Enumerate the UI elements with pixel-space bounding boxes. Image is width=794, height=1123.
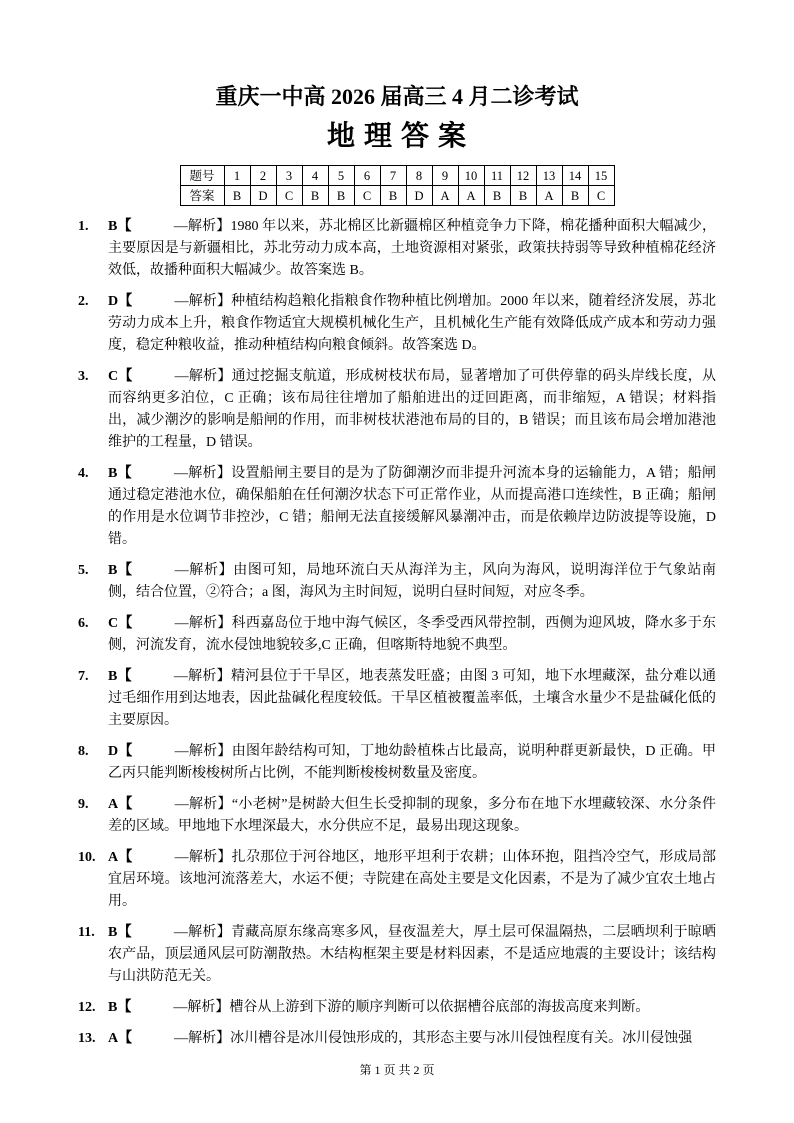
explanation-text: “小老树”是树龄大但生长受抑制的现象，多分布在地下水埋藏较深、水分条件差的区域。甲地地下水埋深最大，水分供应不足，最易出现这现象。	[108, 797, 716, 834]
question-number-cell: 15	[588, 166, 614, 186]
answer-cell: B	[302, 186, 328, 206]
question-number-cell: 9	[432, 166, 458, 186]
question-number-cell: 1	[224, 166, 250, 186]
explanation-text: 精河县位于干旱区，地表蒸发旺盛；由图 3 可知，地下水埋藏深，盐分难以通过毛细作用到达地表，因此盐碱化程度较低。干旱区植被覆盖率低，土壤含水量少不是盐碱化低的主要原因。	[108, 669, 717, 728]
question-number-cell: 6	[354, 166, 380, 186]
explanation-item-4	[78, 463, 716, 551]
question-number-cell: 3	[276, 166, 302, 186]
answer-cell: A	[536, 186, 562, 206]
question-number-row	[180, 166, 614, 186]
answer-cell: B	[510, 186, 536, 206]
explanation-text: 扎尕那位于河谷地区，地形平坦利于农耕；山体环抱，阻挡冷空气，形成局部宜居环境。该地河流落差大，水运不便；寺院建在高处主要是文化因素，不是为了减少宜农土地占用。	[108, 850, 716, 909]
answer-row	[180, 186, 614, 206]
item-number: 1.	[78, 219, 89, 234]
item-answer: B【	[108, 925, 132, 940]
question-number-cell: 13	[536, 166, 562, 186]
explanation-text: 冰川槽谷是冰川侵蚀形成的，其形态主要与冰川侵蚀程度有关。冰川侵蚀强	[230, 1031, 693, 1046]
analysis-label: —解析】	[174, 1031, 231, 1046]
question-number-cell: 4	[302, 166, 328, 186]
explanation-item-9	[78, 794, 716, 838]
question-number-cell: 12	[510, 166, 536, 186]
explanation-item-3	[78, 366, 716, 454]
answer-cell: B	[562, 186, 588, 206]
analysis-label: —解析】	[173, 219, 231, 234]
analysis-label: —解析】	[173, 466, 232, 481]
item-number: 7.	[78, 669, 89, 684]
answer-cell: C	[588, 186, 614, 206]
explanation-item-12	[78, 997, 716, 1019]
explanation-text: 种植结构趋粮化指粮食作物种植比例增加。2000 年以来，随着经济发展，苏北劳动力成本上升，粮食作物适宜大规模机械化生产，且机械化生产能有效降低成产成本和劳动力强度，稳定种粮收益，推动种植结构向粮食倾斜。故答案选 D。	[108, 294, 716, 353]
item-answer: B【	[108, 1000, 132, 1015]
explanation-item-1	[78, 216, 716, 282]
answer-cell: B	[380, 186, 406, 206]
analysis-label: —解析】	[173, 669, 231, 684]
item-number: 6.	[78, 616, 89, 631]
item-number: 4.	[78, 466, 89, 481]
item-number: 12.	[78, 1000, 96, 1015]
explanation-text: 由图年龄结构可知，丁地幼龄植株占比最高，说明种群更新最快，D 正确。甲乙丙只能判断梭梭树所占比例，不能判断梭梭树数量及密度。	[108, 744, 716, 781]
item-number: 11.	[78, 925, 95, 940]
answer-key-table	[180, 165, 615, 206]
answer-cell: A	[432, 186, 458, 206]
page-footer: 第 1 页 共 2 页	[359, 1063, 435, 1077]
answer-cell: D	[250, 186, 276, 206]
item-answer: A【	[108, 797, 133, 812]
explanation-item-13	[78, 1028, 716, 1050]
exam-title: 重庆一中高 2026 届高三 4 月二诊考试	[215, 84, 579, 109]
question-number-cell: 5	[328, 166, 354, 186]
explanation-item-8	[78, 741, 716, 785]
item-number: 10.	[78, 850, 96, 865]
analysis-label: —解析】	[173, 925, 231, 940]
item-answer: D【	[108, 294, 133, 309]
answer-cell: C	[276, 186, 302, 206]
explanation-text: 科西嘉岛位于地中海气候区，冬季受西风带控制，西侧为迎风坡，降水多于东侧，河流发育，流水侵蚀地貌较多,C 正确，但喀斯特地貌不典型。	[108, 616, 716, 653]
analysis-label: —解析】	[174, 850, 232, 865]
explanation-text: 由图可知，局地环流白天从海洋为主，风向为海风，说明海洋位于气象站南侧，结合位置，②符合；a 图，海风为主时间短，说明白昼时间短，对应冬季。	[108, 563, 717, 600]
item-number: 9.	[78, 797, 89, 812]
analysis-label: —解析】	[174, 369, 232, 384]
subject-answers-title: 地 理 答 案	[326, 121, 467, 152]
answer-cell: B	[484, 186, 510, 206]
item-answer: A【	[108, 1031, 133, 1046]
question-number-cell: 14	[562, 166, 588, 186]
answer-cell: A	[458, 186, 484, 206]
item-answer: B【	[108, 669, 132, 684]
explanation-item-5	[78, 560, 716, 604]
explanation-item-7	[78, 666, 716, 732]
analysis-label: —解析】	[174, 744, 232, 759]
analysis-label: —解析】	[174, 563, 234, 578]
question-number-cell: 7	[380, 166, 406, 186]
explanation-text: 设置船闸主要目的是为了防御潮汐而非提升河流本身的运输能力，A 错；船闸通过稳定港池水位，确保船舶在任何潮汐状态下可正常作业，从而提高港口连续性，B 正确；船闸的作用是水位调节非控沙，C 错；船闸无法直接缓解风暴潮冲击，而是依赖岸边防波提等设施，D 错。	[108, 466, 717, 547]
question-number-cell: 8	[406, 166, 432, 186]
explanation-text: 槽谷从上游到下游的顺序判断可以依据槽谷底部的海拔高度来判断。	[229, 1000, 650, 1015]
analysis-label: —解析】	[174, 294, 232, 309]
item-answer: D【	[108, 744, 133, 759]
item-answer: C【	[108, 369, 133, 384]
explanation-item-2	[78, 291, 716, 357]
explanation-item-11	[78, 922, 716, 988]
explanation-text: 青藏高原东缘高寒多风，昼夜温差大，厚土层可保温隔热，二层晒坝利于晾晒农产品，顶层通风层可防潮散热。木结构框架主要是材料因素，不是适应地震的主要设计；该结构与山洪防范无关。	[108, 925, 716, 984]
explanation-item-6	[78, 613, 716, 657]
explanation-text: 通过挖掘支航道，形成树枝状布局，显著增加了可供停靠的码头岸线长度，从而容纳更多泊位，C 正确；该布局往往增加了船舶进出的迂回距离，而非缩短，A 错误；材料指出，减少潮汐的影响是船闸的作用，而非树枝状港池布局的目的，B 错误；而且该布局会增加港池维护的工程量，D 错误。	[108, 369, 716, 450]
explanation-text: 1980 年以来，苏北棉区比新疆棉区种植竞争力下降，棉花播种面积大幅减少，主要原因是与新疆相比，苏北劳动力成本高，土地资源相对紧张，政策扶持弱等导致种植棉花经济效低，故播种面积大幅减少。故答案选 B。	[108, 219, 717, 278]
answer-header: 答案	[180, 186, 224, 206]
question-number-cell: 11	[484, 166, 510, 186]
answer-cell: D	[406, 186, 432, 206]
item-number: 2.	[78, 294, 89, 309]
item-answer: B【	[108, 563, 133, 578]
item-answer: B【	[108, 219, 132, 234]
analysis-label: —解析】	[173, 1000, 230, 1015]
analysis-label: —解析】	[174, 616, 232, 631]
question-number-header: 题号	[180, 166, 224, 186]
explanation-item-10	[78, 847, 716, 913]
item-answer: C【	[108, 616, 133, 631]
item-number: 5.	[78, 563, 89, 578]
answer-cell: B	[224, 186, 250, 206]
item-number: 3.	[78, 369, 89, 384]
question-number-cell: 2	[250, 166, 276, 186]
item-number: 8.	[78, 744, 89, 759]
item-number: 13.	[78, 1031, 96, 1046]
item-answer: A【	[108, 850, 133, 865]
question-number-cell: 10	[458, 166, 484, 186]
analysis-label: —解析】	[174, 797, 232, 812]
answer-cell: B	[328, 186, 354, 206]
item-answer: B【	[108, 466, 132, 481]
answer-cell: C	[354, 186, 380, 206]
explanations-list	[78, 216, 716, 1050]
